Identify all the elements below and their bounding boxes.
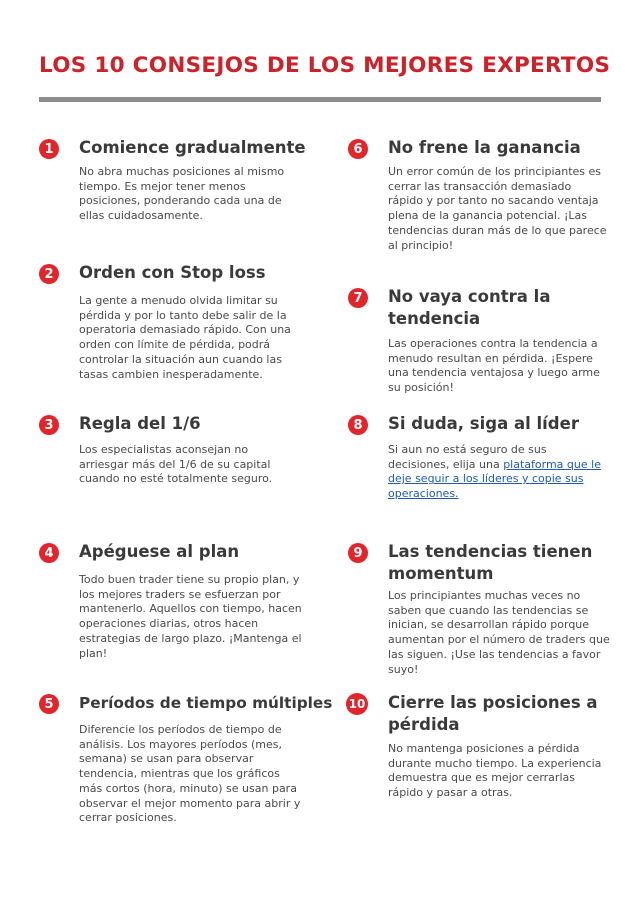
tip-body-line: tasas cambien inesperadamente. — [79, 367, 263, 381]
tip-body-line: Si aun no está seguro de sus — [388, 443, 547, 456]
tip-number-badge: 7 — [348, 288, 368, 308]
tip-body-line: menudo resultan en pérdida. ¡Espere — [388, 351, 593, 365]
tip-body-line: plan! — [79, 646, 108, 660]
tip-body-line: La gente a menudo olvida limitar su — [79, 294, 278, 307]
tip-number-badge: 1 — [39, 139, 59, 159]
tip-body-line: los mejores traders se esfuerzan por — [79, 587, 281, 601]
tip-heading-line: No vaya contra la — [388, 287, 551, 306]
tip-body-line: orden con límite de pérdida, podrá — [79, 338, 271, 352]
tip-body — [388, 337, 628, 396]
tip-body — [79, 723, 344, 826]
tip-body-line: ellas cuidadosamente. — [79, 209, 203, 223]
tip-body-line: análisis. Los mayores períodos (mes, — [79, 737, 282, 751]
tip-number-badge: 5 — [39, 694, 59, 714]
tip-body-line: Los especialistas aconsejan no — [79, 443, 249, 456]
tip-body-line: Un error común de los principiantes es — [388, 165, 602, 178]
tip-number-badge: 9 — [348, 543, 368, 563]
tip-heading — [388, 286, 620, 330]
tip-heading — [388, 692, 620, 736]
tip-heading — [388, 541, 620, 585]
tip-body — [79, 573, 344, 661]
tip-heading-line: Las tendencias tienen — [388, 542, 593, 561]
tip-body-line: controlar la situación aun cuando las — [79, 352, 282, 366]
tip-heading-line: momentum — [388, 564, 494, 583]
tip-body-line: rápido y por tanto no sacando ventaja — [388, 194, 599, 208]
tip-number-badge: 6 — [348, 139, 368, 159]
tip-body-line: cerrar posiciones. — [79, 811, 177, 825]
tip-heading-line: pérdida — [388, 715, 460, 734]
tip-body-line: durante mucho tiempo. La experiencia — [388, 756, 602, 770]
tip-body-line: mantenerlo. Aquellos con tiempo, hacen — [79, 602, 302, 616]
tip-body-line: posiciones, ponderando cada una de — [79, 194, 282, 208]
tip-number-badge: 10 — [346, 693, 368, 715]
platform-link[interactable]: plataforma que le — [503, 457, 601, 471]
tip-body-text: decisiones, elija una — [388, 457, 504, 471]
tip-body-line: pérdida y por lo tanto debe salir de la — [79, 308, 287, 322]
tip-body-line: tendencias duran más de lo que parece — [388, 223, 607, 237]
tip-body-line: operaciones diarias, otros hacen — [79, 617, 259, 631]
tip-body-line: Todo buen trader tiene su propio plan, y — [79, 573, 300, 586]
tip-body-line: Las operaciones contra la tendencia a — [388, 337, 598, 350]
title-divider — [39, 97, 601, 102]
tip-body-line: plena de la ganancia potencial. ¡Las — [388, 209, 587, 223]
tip-heading: Orden con Stop loss — [79, 263, 266, 282]
tip-body — [388, 589, 633, 677]
tip-body-line: las siguen. ¡Use las tendencias a favor — [388, 647, 601, 661]
tip-body-line — [388, 487, 628, 502]
tip-body — [79, 165, 329, 224]
platform-link[interactable]: operaciones. — [388, 487, 459, 501]
tip-body — [388, 165, 628, 253]
tip-heading: No frene la ganancia — [388, 138, 581, 157]
tip-number-badge: 3 — [39, 415, 59, 435]
tip-body-line: arriesgar más del 1/6 de su capital — [79, 457, 271, 471]
tip-body-line: No abra muchas posiciones al mismo — [79, 165, 285, 178]
tip-number-badge: 4 — [39, 543, 59, 563]
tip-body — [79, 443, 339, 487]
tip-heading-line: Cierre las posiciones a — [388, 693, 598, 712]
tip-body-line: inician, se desarrollan rápido porque — [388, 618, 590, 632]
tip-body-line: saben que cuando las tendencias se — [388, 603, 589, 617]
tip-heading: Comience gradualmente — [79, 138, 306, 157]
tip-number-badge: 8 — [348, 415, 368, 435]
tip-body-line: operatoria demasiado rápido. Con una — [79, 323, 291, 337]
tip-body — [388, 742, 628, 801]
tip-body-line: No mantenga posiciones a pérdida — [388, 742, 580, 755]
page-title: LOS 10 CONSEJOS DE LOS MEJORES EXPERTOS — [39, 53, 611, 78]
tip-heading: Períodos de tiempo múltiples — [79, 694, 333, 712]
tip-body-line: una tendencia ventajosa y luego arme — [388, 366, 600, 380]
tip-body-line — [388, 458, 628, 473]
tip-body-line: Diferencie los períodos de tiempo de — [79, 723, 282, 736]
tip-body-line: cerrar las transacción demasiado — [388, 179, 572, 193]
tip-body-line: al principio! — [388, 238, 454, 252]
tip-body-line: más cortos (hora, minuto) se usan para — [79, 781, 297, 795]
tip-body-line: estrategias de largo plazo. ¡Mantenga el — [79, 631, 302, 645]
platform-link[interactable]: deje seguir a los líderes y copie sus — [388, 472, 584, 486]
tip-body — [79, 294, 339, 382]
tip-body-line: rápido y pasar a otras. — [388, 786, 513, 800]
tip-heading: Apéguese al plan — [79, 542, 240, 561]
tip-body-line: demuestra que es mejor cerrarlas — [388, 771, 575, 785]
tip-body-line: tiempo. Es mejor tener menos — [79, 179, 246, 193]
tip-body-line: aumentan por el número de traders que — [388, 633, 610, 647]
tip-body — [388, 443, 628, 502]
tip-body-line: suyo! — [388, 662, 419, 676]
tip-number-badge: 2 — [39, 264, 59, 284]
tip-body-line: Los principiantes muchas veces no — [388, 589, 581, 602]
tip-body-line: tendencia, mientras que los gráficos — [79, 767, 280, 781]
tip-body-line: cuando no esté totalmente seguro. — [79, 472, 273, 486]
tip-body-line: semana) se usan para observar — [79, 752, 254, 766]
tip-body-line: su posición! — [388, 381, 454, 395]
tip-heading-line: tendencia — [388, 309, 481, 328]
tip-heading: Regla del 1/6 — [79, 414, 201, 433]
tip-heading: Si duda, siga al líder — [388, 414, 579, 433]
tip-body-line — [388, 472, 628, 487]
tip-body-line: observar el mejor momento para abrir y — [79, 796, 301, 810]
